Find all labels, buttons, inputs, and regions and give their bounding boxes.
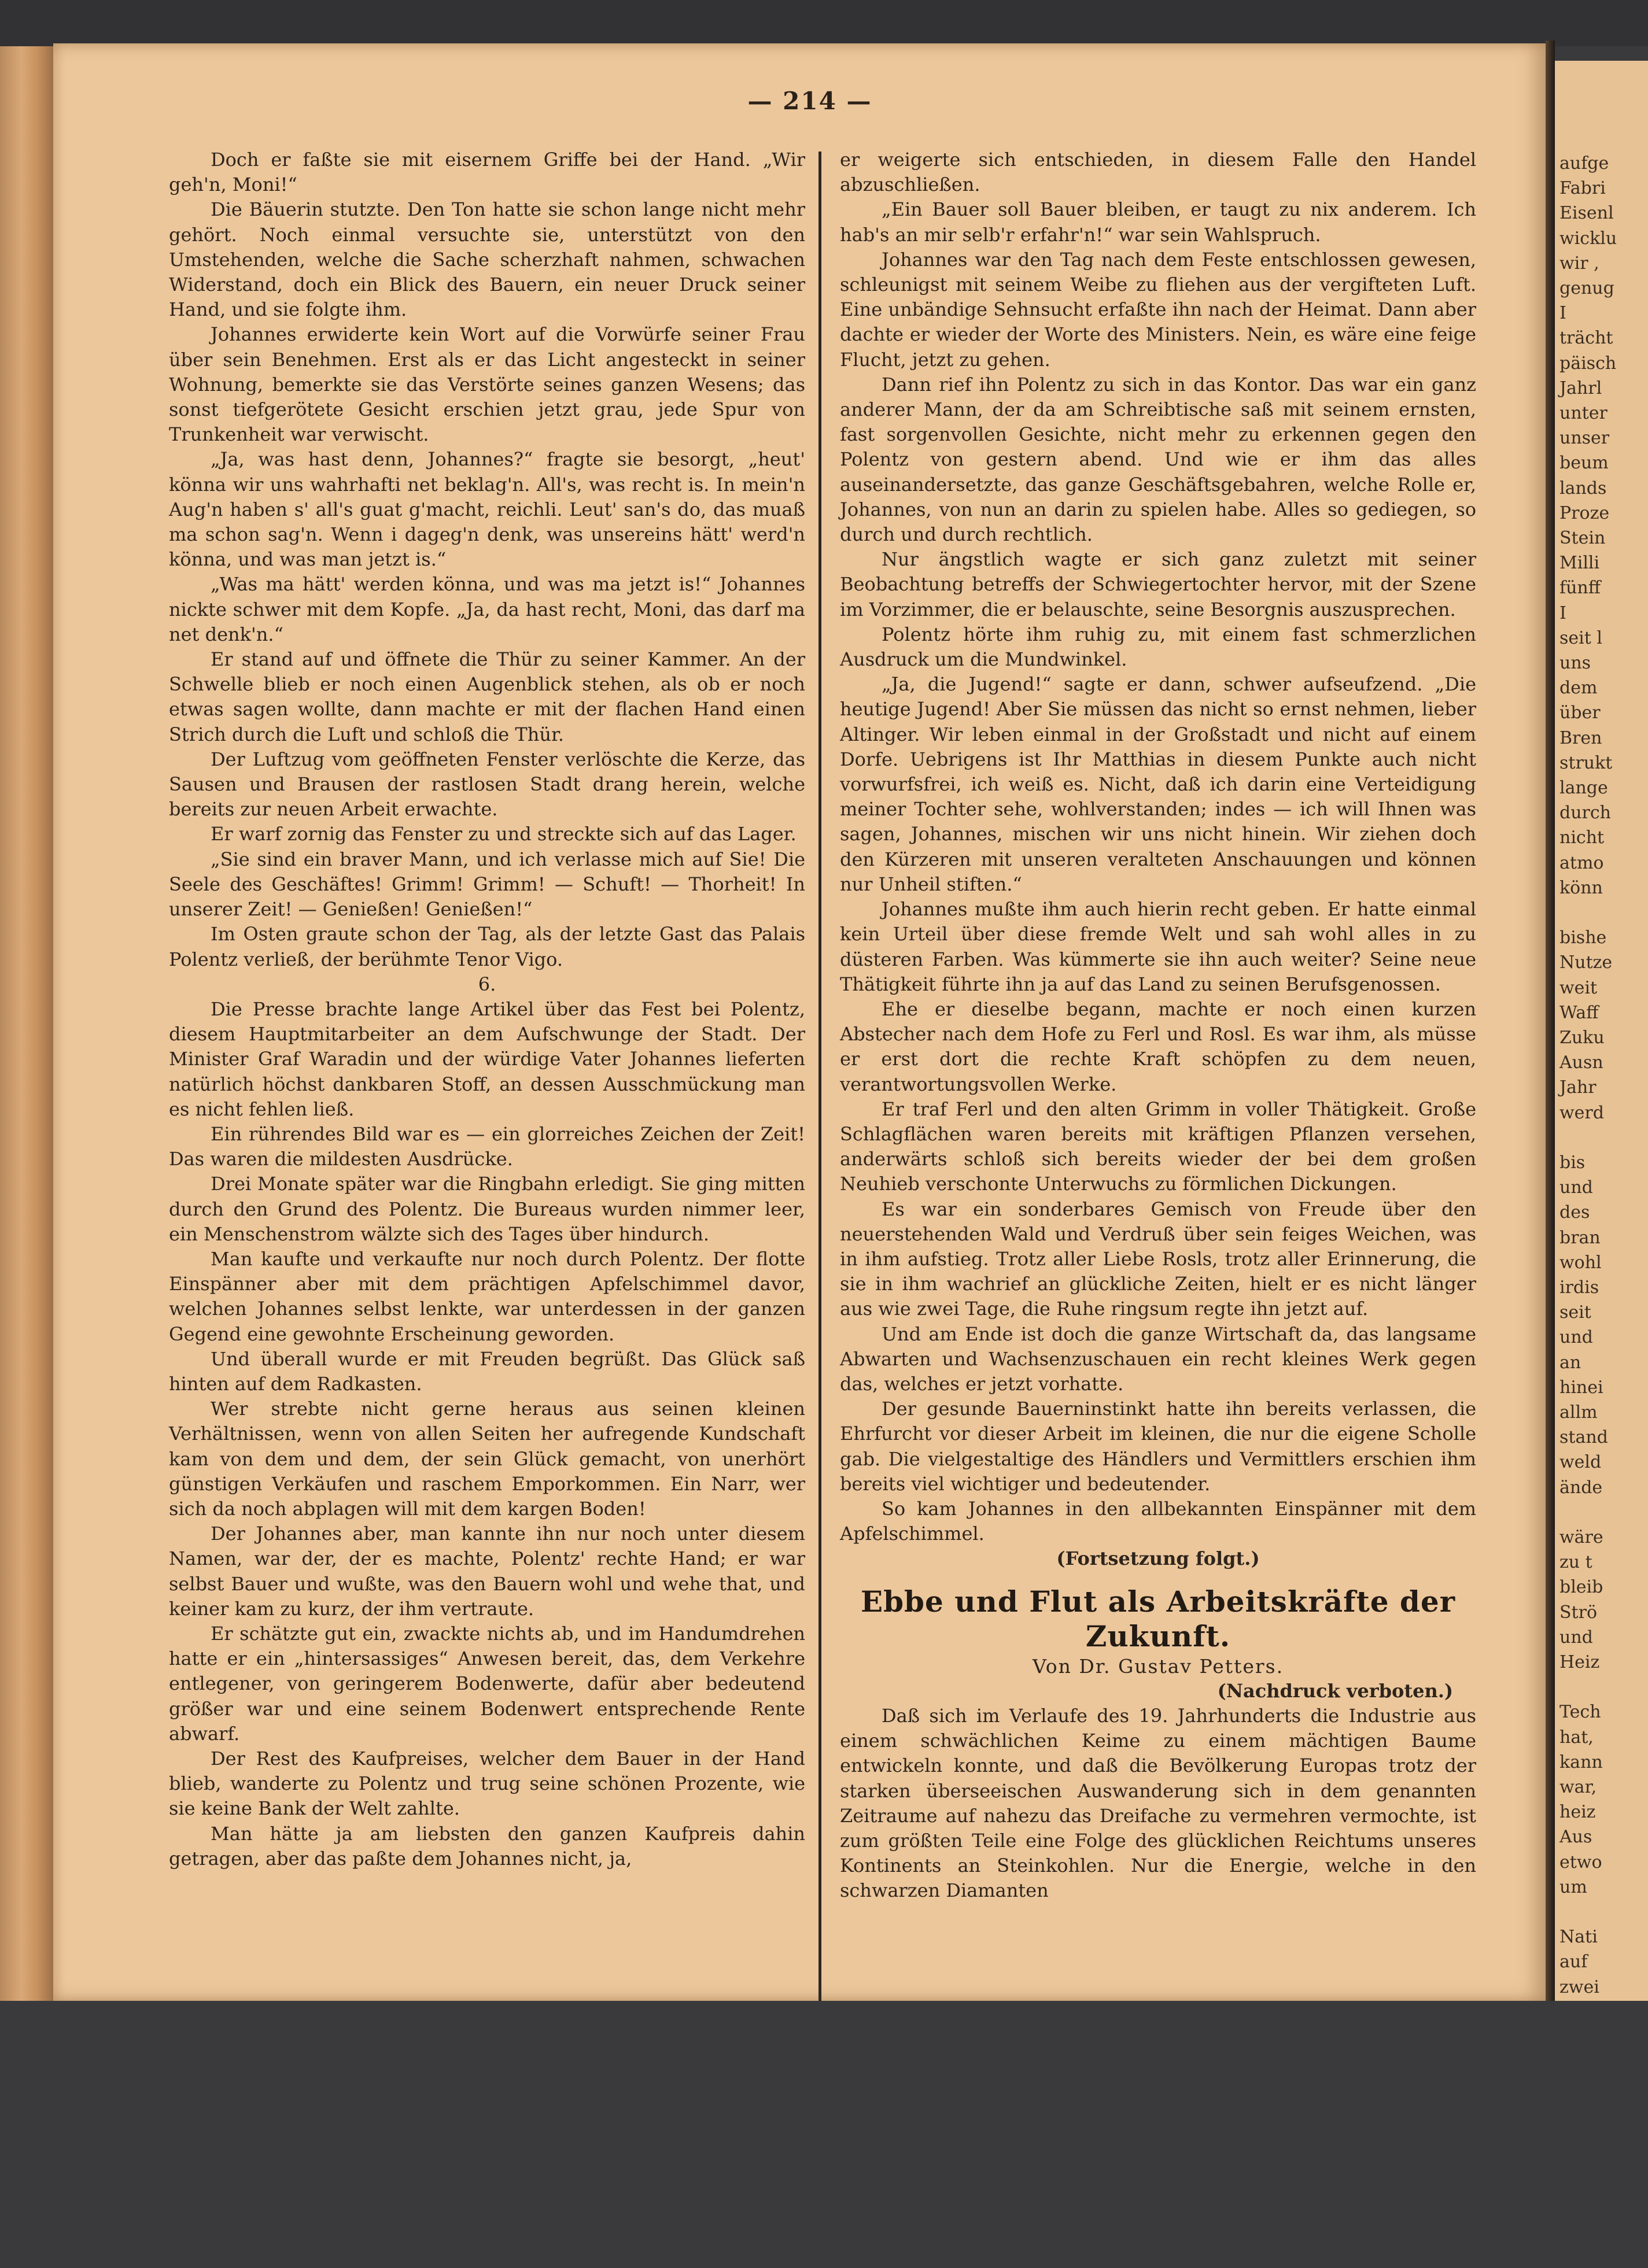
- paragraph: Er schätzte gut ein, zwackte nichts ab, und im Handumdrehen hatte er ein „hintersassiges“ Anwesen bereit, das, dem Verkehre entlegener, von geringerem Bodenwerte, dafür aber bedeutend größer war und eine seinem Bodenwert entsprechende Rente abwarf.: [169, 1622, 805, 1745]
- facing-page-fragment: an: [1559, 1352, 1581, 1373]
- facing-page-fragment: uns: [1559, 653, 1591, 673]
- paragraph: Daß sich im Verlaufe des 19. Jahrhunderts die Industrie aus einem schwächlichen Keime zu einem mächtigen Baume entwickeln konnte, und daß die Bevölkerung Europas trotz der starken überseeischen Auswanderung sich in dem genannten Zeitraume auf nahezu das Dreifache zu vermehren vermochte, ist zum größten Teile eine Folge des glücklichen Reichtums unseres Kontinents an Steinkohlen. Nur die Energie, welche in den schwarzen Diamanten: [840, 1704, 1476, 1902]
- facing-page-fragment: Zuku: [1559, 1028, 1605, 1048]
- facing-page-fragment: und: [1559, 1627, 1593, 1648]
- continued-note: (Fortsetzung folgt.): [1056, 1547, 1260, 1570]
- facing-page-fragment: über: [1559, 703, 1601, 723]
- paragraph: Die Bäuerin stutzte. Den Ton hatte sie schon lange nicht mehr gehört. Noch einmal versuchte sie, unterstützt von den Umstehenden, welche die Sache scherzhaft nahmen, schwachen Widerstand, doch ein Blick des Bauern, ein neuer Druck seiner Hand, und sie folgte ihm.: [169, 198, 805, 321]
- facing-page-fragment: aufge: [1559, 153, 1609, 173]
- facing-page-fragment: fünff: [1559, 578, 1601, 599]
- facing-page-fragment: heiz: [1559, 1802, 1596, 1823]
- right-column: [840, 147, 1476, 1904]
- facing-page-fragment: genug: [1559, 278, 1614, 298]
- page-edge-stack: [0, 46, 53, 2012]
- facing-page-fragment: Jahrl: [1559, 378, 1602, 398]
- paragraph: Drei Monate später war die Ringbahn erledigt. Sie ging mitten durch den Grund des Polentz. Die Bureaus wurden nimmer leer, ein Menschenstrom wälzte sich des Tages über hindurch.: [169, 1173, 805, 1245]
- facing-page-fragment: Nutze: [1559, 952, 1613, 973]
- scan-background-top: [0, 0, 1648, 46]
- facing-page-fragment: bis: [1559, 1153, 1586, 1173]
- facing-page-fragment: um: [1559, 1877, 1587, 1897]
- facing-page-fragment: könn: [1559, 877, 1603, 898]
- paragraph: „Sie sind ein braver Mann, und ich verlasse mich auf Sie! Die Seele des Geschäftes! Grimm! Grimm! — Schuft! — Thorheit! In unserer Zeit! — Genießen! Genießen!“: [169, 848, 805, 921]
- facing-page-fragment: durch: [1559, 803, 1611, 823]
- facing-page-fragment: lands: [1559, 478, 1607, 498]
- paragraph: Doch er faßte sie mit eisernem Griffe bei der Hand. „Wir geh'n, Moni!“: [169, 149, 805, 196]
- facing-page-strip: [1555, 61, 1648, 2004]
- paragraph: „Ein Bauer soll Bauer bleiben, er taugt zu nix anderem. Ich hab's an mir selb'r erfahr'n!“ war sein Wahlspruch.: [840, 198, 1476, 246]
- paragraph: Johannes war den Tag nach dem Feste entschlossen gewesen, schleunigst mit seinem Weibe zu fliehen aus der vergifteten Luft. Eine unbändige Sehnsucht erfaßte ihn nach der Heimat. Dann aber dachte er wieder der Worte des Ministers. Nein, es wäre eine feige Flucht, jetzt zu gehen.: [840, 248, 1476, 371]
- facing-page-fragment: dem: [1559, 678, 1598, 699]
- book-gutter: [1546, 40, 1555, 2004]
- facing-page-fragment: bran: [1559, 1227, 1601, 1248]
- paragraph: Ein rührendes Bild war es — ein glorreiches Zeichen der Zeit! Das waren die mildesten Ausdrücke.: [169, 1122, 805, 1170]
- facing-page-fragment: weld: [1559, 1452, 1602, 1473]
- facing-page-fragment: I: [1559, 303, 1566, 324]
- facing-page-fragment: beum: [1559, 453, 1609, 474]
- facing-page-fragment: unter: [1559, 403, 1608, 423]
- facing-page-fragment: Proze: [1559, 503, 1610, 523]
- facing-page-fragment: Ausn: [1559, 1052, 1603, 1073]
- paragraph: Der gesunde Bauerninstinkt hatte ihn bereits verlassen, die Ehrfurcht vor dieser Arbeit im kleinen, die nur die eigene Scholle gab. Die vielgestaltige des Händlers und Vermittlers erschien ihm bereits viel wichtiger und bedeutender.: [840, 1398, 1476, 1495]
- section-number: 6.: [478, 973, 496, 995]
- paragraph: Wer strebte nicht gerne heraus aus seinen kleinen Verhältnissen, wenn von allen Seiten her aufregende Kundschaft kam von dem und dem, der sein Glück gemacht, von unerhört günstigen Verkäufen und raschem Emporkommen. Ein Narr, wer sich da noch abplagen will mit dem kargen Boden!: [169, 1398, 805, 1520]
- facing-page-fragment: Eisenl: [1559, 203, 1614, 224]
- paragraph: „Was ma hätt' werden könna, und was ma jetzt is!“ Johannes nickte schwer mit dem Kopfe. „Ja, da hast recht, Moni, das darf ma net denk'n.“: [169, 573, 805, 645]
- paragraph: Die Presse brachte lange Artikel über das Fest bei Polentz, diesem Hauptmitarbeiter an dem Aufschwunge der Stadt. Der Minister Graf Waradin und der würdige Vater Johannes lieferten natürlich höchst dankbaren Stoff, an dessen Ausschmückung man es nicht fehlen ließ.: [169, 998, 805, 1120]
- facing-page-fragment: Fabri: [1559, 178, 1606, 199]
- facing-page-fragment: und: [1559, 1177, 1593, 1198]
- facing-page-fragment: lange: [1559, 778, 1608, 798]
- facing-page-fragment: nicht: [1559, 828, 1605, 848]
- facing-page-fragment: seit: [1559, 1302, 1591, 1323]
- paragraph: Polentz hörte ihm ruhig zu, mit einem fast schmerzlichen Ausdruck um die Mundwinkel.: [840, 623, 1476, 671]
- facing-page-fragment: Aus: [1559, 1827, 1592, 1848]
- facing-page-fragment: war,: [1559, 1777, 1597, 1797]
- facing-page-fragment: Stein: [1559, 528, 1606, 548]
- facing-page-fragment: des: [1559, 1202, 1590, 1223]
- paragraph: Nur ängstlich wagte er sich ganz zuletzt mit seiner Beobachtung betreffs der Schwiegertochter hervor, mit der Szene im Vorzimmer, die er belauschte, seine Besorgnis auszusprechen.: [840, 548, 1476, 620]
- paragraph: Und überall wurde er mit Freuden begrüßt. Das Glück saß hinten auf dem Radkasten.: [169, 1347, 805, 1395]
- facing-page-fragment: irdis: [1559, 1277, 1599, 1298]
- facing-page-fragment: bleib: [1559, 1577, 1603, 1598]
- facing-page-fragment: Tech: [1559, 1702, 1601, 1723]
- facing-page-fragment: und: [1559, 1327, 1593, 1348]
- paragraph: Man kaufte und verkaufte nur noch durch Polentz. Der flotte Einspänner aber mit dem prächtigen Apfelschimmel davor, welchen Johannes selbst lenkte, war unterdessen in der ganzen Gegend eine gewohnte Erscheinung geworden.: [169, 1247, 805, 1345]
- facing-page-fragment: allm: [1559, 1402, 1598, 1423]
- paragraph: Ehe er dieselbe begann, machte er noch einen kurzen Abstecher nach dem Hofe zu Ferl und Rosl. Es war ihm, als müsse er erst dort die rechte Kraft schöpfen zu dem neuen, verantwortungsvollen Werke.: [840, 998, 1476, 1095]
- paragraph: Johannes erwiderte kein Wort auf die Vorwürfe seiner Frau über sein Benehmen. Erst als er das Licht angesteckt in seiner Wohnung, bemerkte sie das Verstörte seines ganzen Wesens; das sonst tiefgerötete Gesicht erschien jetzt grau, jede Spur von Trunkenheit war verwischt.: [169, 323, 805, 446]
- facing-page-fragment: strukt: [1559, 752, 1613, 773]
- facing-page-fragment: wäre: [1559, 1527, 1603, 1547]
- facing-page-fragment: wicklu: [1559, 228, 1617, 249]
- paragraph: Es war ein sonderbares Gemisch von Freude über den neuerstehenden Wald und Verdruß über sein feiges Weichen, was in ihm aufstieg. Trotz aller Liebe Rosls, trotz aller Erinnerung, die sie in ihm wachrief an glückliche Zeiten, hielt er es nicht länger aus wie zwei Tage, die Ruhe ringsum regte ihn jetzt auf.: [840, 1198, 1476, 1320]
- facing-page-fragment: Heiz: [1559, 1652, 1600, 1672]
- paragraph: Im Osten graute schon der Tag, als der letzte Gast das Palais Polentz verließ, der berühmte Tenor Vigo.: [169, 923, 805, 970]
- facing-page-fragment: atmo: [1559, 852, 1604, 873]
- facing-page-fragment: Waff: [1559, 1002, 1599, 1023]
- facing-page-fragment: ände: [1559, 1477, 1603, 1498]
- facing-page-fragment: Strö: [1559, 1602, 1598, 1623]
- page-number: — 214 —: [747, 87, 872, 115]
- facing-page-fragment: stand: [1559, 1427, 1608, 1448]
- paragraph: Johannes mußte ihm auch hierin recht geben. Er hatte einmal kein Urteil über diese fremde Welt und sah wohl alles in zu düsteren Farben. Was kümmerte sie ihn auch weiter? Seine neue Thätigkeit führte ihn ja auf das Land zu seinen Berufsgenossen.: [840, 898, 1476, 995]
- article-byline: Von Dr. Gustav Petters.: [1032, 1654, 1284, 1678]
- paragraph: Der Rest des Kaufpreises, welcher dem Bauer in der Hand blieb, wanderte zu Polentz und trug seine schönen Prozente, wie sie keine Bank der Welt zahlte.: [169, 1748, 805, 1820]
- paragraph: Man hätte ja am liebsten den ganzen Kaufpreis dahin getragen, aber das paßte dem Johannes nicht, ja,: [169, 1822, 805, 1870]
- paragraph: „Ja, was hast denn, Johannes?“ fragte sie besorgt, „heut' könna wir uns wahrhafti net beklag'n. All's, was recht is. In mein'n Aug'n haben s' all's guat g'macht, reichli. Leut' san's do, das muaß ma schon sag'n. Wenn i dageg'n denk, was unsereins hätt' werd'n könna, und was man jetzt is.“: [169, 448, 805, 571]
- reprint-notice: (Nachdruck verboten.): [1217, 1679, 1453, 1702]
- facing-page-fragment: hat,: [1559, 1727, 1594, 1748]
- paragraph: So kam Johannes in den allbekannten Einspänner mit dem Apfelschimmel.: [840, 1497, 1476, 1545]
- facing-page-fragment: trächt: [1559, 328, 1613, 349]
- facing-page-fragment: seit l: [1559, 627, 1602, 648]
- facing-page-fragment: auf: [1559, 1952, 1588, 1973]
- paragraph: Er warf zornig das Fenster zu und streckte sich auf das Lager.: [211, 823, 797, 845]
- facing-page-fragment: weit: [1559, 977, 1598, 998]
- facing-page-fragment: Jahr: [1559, 1077, 1597, 1098]
- scan-background-bottom: [0, 2001, 1648, 2268]
- facing-page-fragment: kann: [1559, 1752, 1603, 1772]
- paragraph: Der Johannes aber, man kannte ihn nur noch unter diesem Namen, war der, der es machte, Polentz' rechte Hand; er war selbst Bauer und wußte, was den Bauern wohl und wehe that, und keiner kam zu kurz, der ihm vertraute.: [169, 1523, 805, 1620]
- paragraph: „Ja, die Jugend!“ sagte er dann, schwer aufseufzend. „Die heutige Jugend! Aber Sie müssen das nicht so ernst nehmen, lieber Altinger. Wir leben einmal in der Großstadt und nicht auf einem Dorfe. Uebrigens ist Ihr Matthias in diesem Punkte auch nicht vorwurfsfrei, ich weiß es. Nicht, daß ich darin eine Verteidigung meiner Tochter sehe, wohlverstanden; indes — ich will Ihnen was sagen, Johannes, mischen wir uns nicht hinein. Wir ziehen doch den Kürzeren mit unseren veralteten Anschauungen und können nur Unheil stiften.“: [840, 673, 1476, 895]
- facing-page-fragment: I: [1559, 603, 1566, 623]
- facing-page-fragment: werd: [1559, 1102, 1604, 1123]
- paragraph: Dann rief ihn Polentz zu sich in das Kontor. Das war ein ganz anderer Mann, der da am Schreibtische saß mit seinem ernsten, fast sorgenvollen Gesichte, nicht mehr zu erkennen gegen den Polentz von gestern abend. Und wie er ihm das alles auseinandersetzte, das ganze Geschäftsgebahren, welche Rolle er, Johannes, von nun an darin zu spielen habe. Alles so gediegen, so durch und durch rechtlich.: [840, 373, 1476, 546]
- paragraph: Und am Ende ist doch die ganze Wirtschaft da, das langsame Abwarten und Wachsenzuschauen ein recht kleines Werk gegen das, welches er jetzt vorhatte.: [840, 1323, 1476, 1395]
- facing-page-fragment: wohl: [1559, 1252, 1602, 1273]
- paragraph: er weigerte sich entschieden, in diesem Falle den Handel abzuschließen.: [840, 149, 1476, 196]
- column-rule: [819, 152, 821, 2031]
- facing-page-fragment: Nati: [1559, 1927, 1598, 1948]
- facing-page-fragment: bishe: [1559, 928, 1607, 948]
- paragraph: Er stand auf und öffnete die Thür zu seiner Kammer. An der Schwelle blieb er noch einen Augenblick stehen, als ob er noch etwas sagen wollte, dann machte er mit der flachen Hand einen Strich durch die Luft und schloß die Thür.: [169, 648, 805, 745]
- paragraph: Der Luftzug vom geöffneten Fenster verlöschte die Kerze, das Sausen und Brausen der rastlosen Stadt drang herein, welche bereits zur neuen Arbeit erwachte.: [169, 748, 805, 821]
- article-title: Ebbe und Flut als Arbeitskräfte der Zukunft.: [860, 1584, 1456, 1653]
- facing-page-fragment: zu t: [1559, 1552, 1592, 1573]
- facing-page-fragment: unser: [1559, 428, 1610, 449]
- facing-page-fragment: Bren: [1559, 727, 1602, 748]
- facing-page-fragment: hinei: [1559, 1377, 1603, 1398]
- facing-page-fragment: wir ,: [1559, 253, 1599, 274]
- left-column: [169, 147, 805, 1871]
- facing-page-fragment: päisch: [1559, 353, 1617, 374]
- facing-page-fragment: etwo: [1559, 1852, 1602, 1872]
- paragraph: Er traf Ferl und den alten Grimm in voller Thätigkeit. Große Schlagflächen waren bereits mit kräftigen Pflanzen versehen, anderwärts schloß sich bereits wieder der bei dem großen Neuhieb verschonte Unterwuchs zu förmlichen Dickungen.: [840, 1098, 1476, 1195]
- facing-page-fragment: Milli: [1559, 553, 1600, 574]
- facing-page-fragment: zwei: [1559, 1977, 1599, 1997]
